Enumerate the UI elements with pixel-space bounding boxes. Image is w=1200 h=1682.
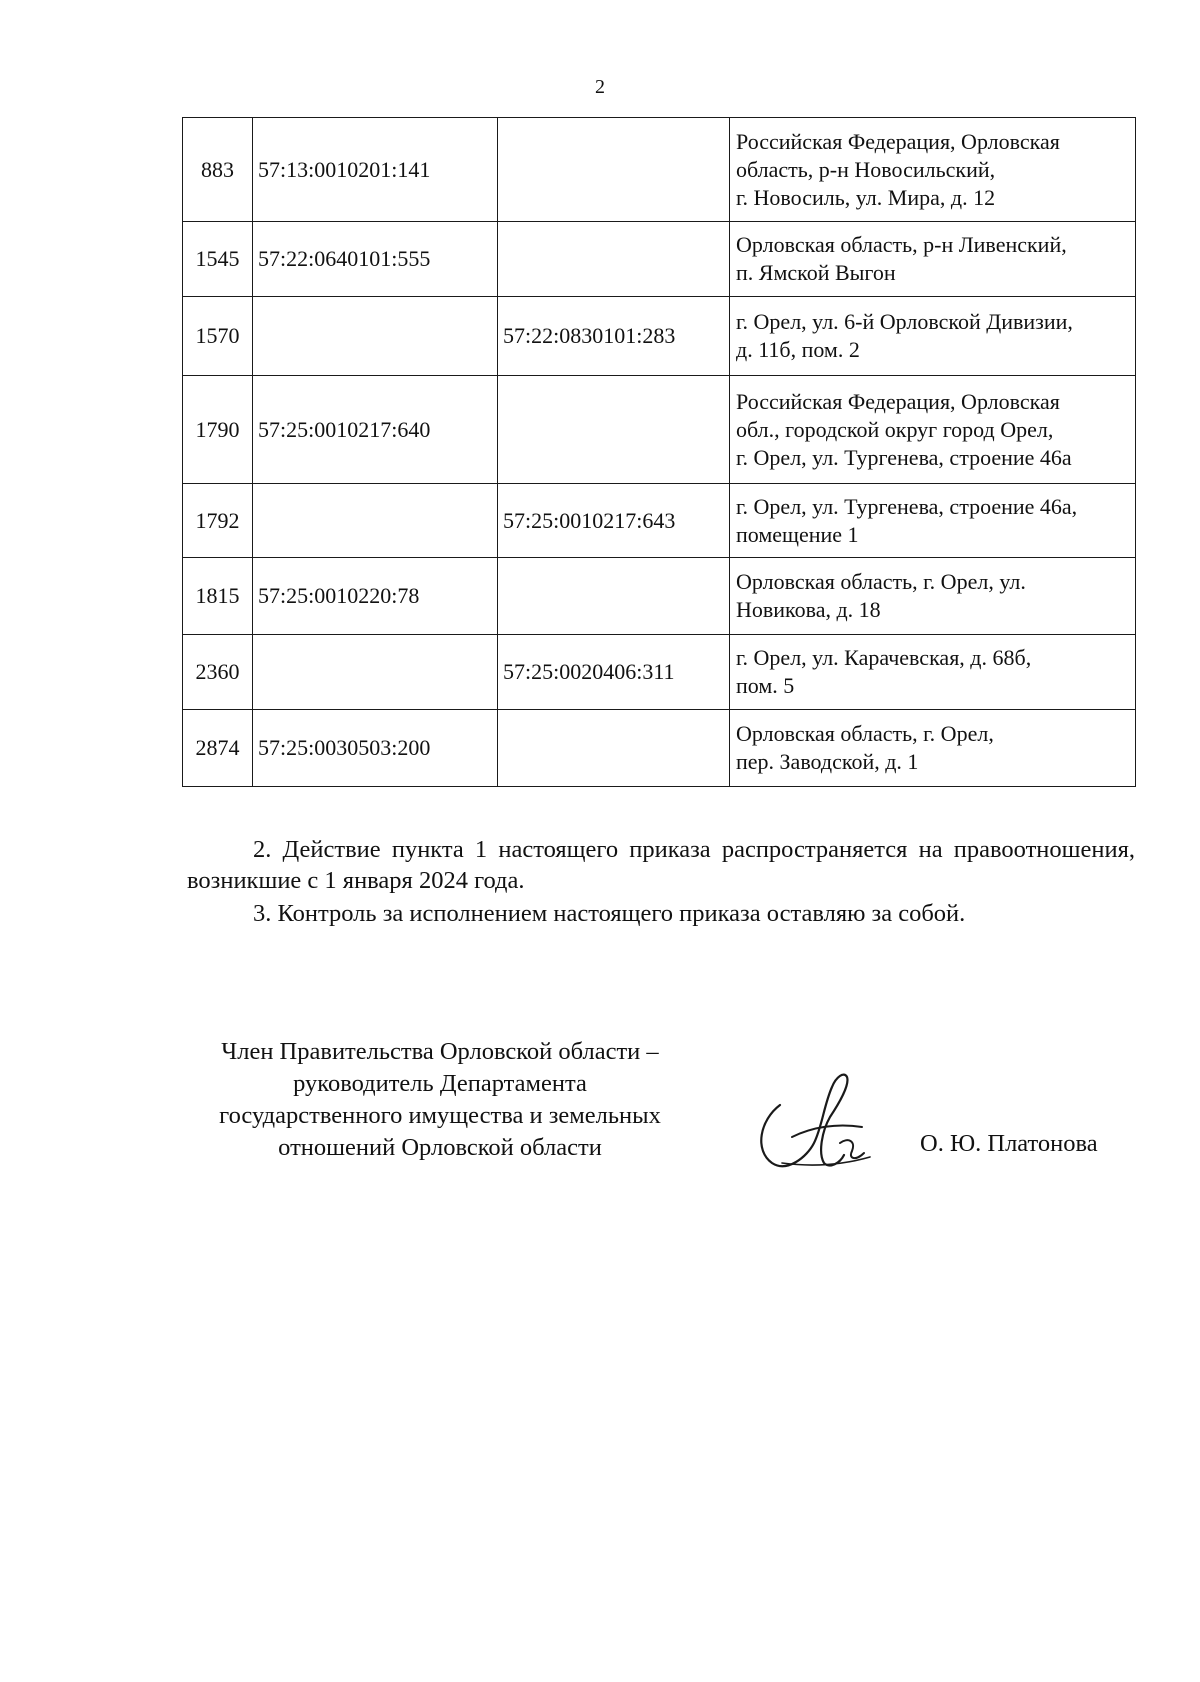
address-line: пом. 5 <box>736 673 795 698</box>
address-line: Новикова, д. 18 <box>736 597 881 622</box>
address-cell <box>730 635 1136 710</box>
land-cadastral-number-cell: 57:13:0010201:141 <box>253 118 498 222</box>
building-cadastral-number-cell <box>498 558 730 635</box>
address-line: область, р-н Новосильский, <box>736 156 996 182</box>
table-row <box>183 635 1136 710</box>
object-number-cell: 1570 <box>183 297 253 376</box>
address-cell <box>730 484 1136 558</box>
address-cell <box>730 376 1136 484</box>
land-cadastral-number-cell: 57:25:0030503:200 <box>253 710 498 787</box>
building-cadastral-number-cell: 57:25:0010217:643 <box>498 484 730 558</box>
paragraph-3: 3. Контроль за исполнением настоящего приказа оставляю за собой. <box>253 900 966 927</box>
object-number-cell: 1790 <box>183 376 253 484</box>
land-cadastral-number-cell: 57:22:0640101:555 <box>253 222 498 297</box>
building-cadastral-number-cell <box>498 118 730 222</box>
building-cadastral-number-cell <box>498 376 730 484</box>
address-line: г. Новосиль, ул. Мира, д. 12 <box>736 184 996 210</box>
land-cadastral-number-cell <box>253 635 498 710</box>
address-line: пер. Заводской, д. 1 <box>736 749 919 774</box>
address-line: Российская Федерация, Орловская <box>736 388 1060 414</box>
signer-position-line: государственного имущества и земельных <box>219 1102 661 1129</box>
table-row <box>183 558 1136 635</box>
address-line: Орловская область, г. Орел, <box>736 721 994 746</box>
table-row <box>183 376 1136 484</box>
address-line: д. 11б, пом. 2 <box>736 337 860 362</box>
handwritten-signature <box>752 1065 872 1175</box>
land-cadastral-number-cell: 57:25:0010220:78 <box>253 558 498 635</box>
object-number-cell: 1545 <box>183 222 253 297</box>
object-number-cell: 1815 <box>183 558 253 635</box>
address-line: г. Орел, ул. Карачевская, д. 68б, <box>736 645 1032 670</box>
object-number-cell: 883 <box>183 118 253 222</box>
address-line: помещение 1 <box>736 521 859 547</box>
table-row <box>183 484 1136 558</box>
address-line: обл., городской округ город Орел, <box>736 416 1054 442</box>
object-number-cell: 1792 <box>183 484 253 558</box>
address-cell <box>730 118 1136 222</box>
address-line: Орловская область, г. Орел, ул. <box>736 569 1026 594</box>
table-row <box>183 710 1136 787</box>
address-line: Российская Федерация, Орловская <box>736 128 1060 154</box>
paragraph-2: 2. Действие пункта 1 настоящего приказа распространяется на правоотношения, возникшие с 1 января 2024 года. <box>187 836 1135 894</box>
address-line: г. Орел, ул. Тургенева, строение 46а, <box>736 493 1078 519</box>
land-cadastral-number-cell <box>253 484 498 558</box>
objects-table-body <box>183 118 1136 787</box>
table-row <box>183 297 1136 376</box>
address-line: Орловская область, р-н Ливенский, <box>736 232 1067 257</box>
objects-table <box>182 117 1136 787</box>
address-line: г. Орел, ул. Тургенева, строение 46а <box>736 444 1072 470</box>
table-row <box>183 118 1136 222</box>
building-cadastral-number-cell <box>498 222 730 297</box>
table-row <box>183 222 1136 297</box>
signer-position-line: руководитель Департамента <box>293 1070 587 1097</box>
address-line: п. Ямской Выгон <box>736 260 896 285</box>
page-number: 2 <box>595 76 605 98</box>
address-cell <box>730 297 1136 376</box>
building-cadastral-number-cell: 57:22:0830101:283 <box>498 297 730 376</box>
building-cadastral-number-cell <box>498 710 730 787</box>
building-cadastral-number-cell: 57:25:0020406:311 <box>498 635 730 710</box>
address-cell <box>730 222 1136 297</box>
land-cadastral-number-cell: 57:25:0010217:640 <box>253 376 498 484</box>
address-cell <box>730 558 1136 635</box>
object-number-cell: 2874 <box>183 710 253 787</box>
signer-position-line: Член Правительства Орловской области – <box>221 1038 659 1065</box>
object-number-cell: 2360 <box>183 635 253 710</box>
signer-position <box>160 1036 720 1164</box>
address-cell <box>730 710 1136 787</box>
address-line: г. Орел, ул. 6-й Орловской Дивизии, <box>736 309 1073 334</box>
land-cadastral-number-cell <box>253 297 498 376</box>
signer-name: О. Ю. Платонова <box>920 1130 1098 1157</box>
signer-position-line: отношений Орловской области <box>278 1134 602 1161</box>
